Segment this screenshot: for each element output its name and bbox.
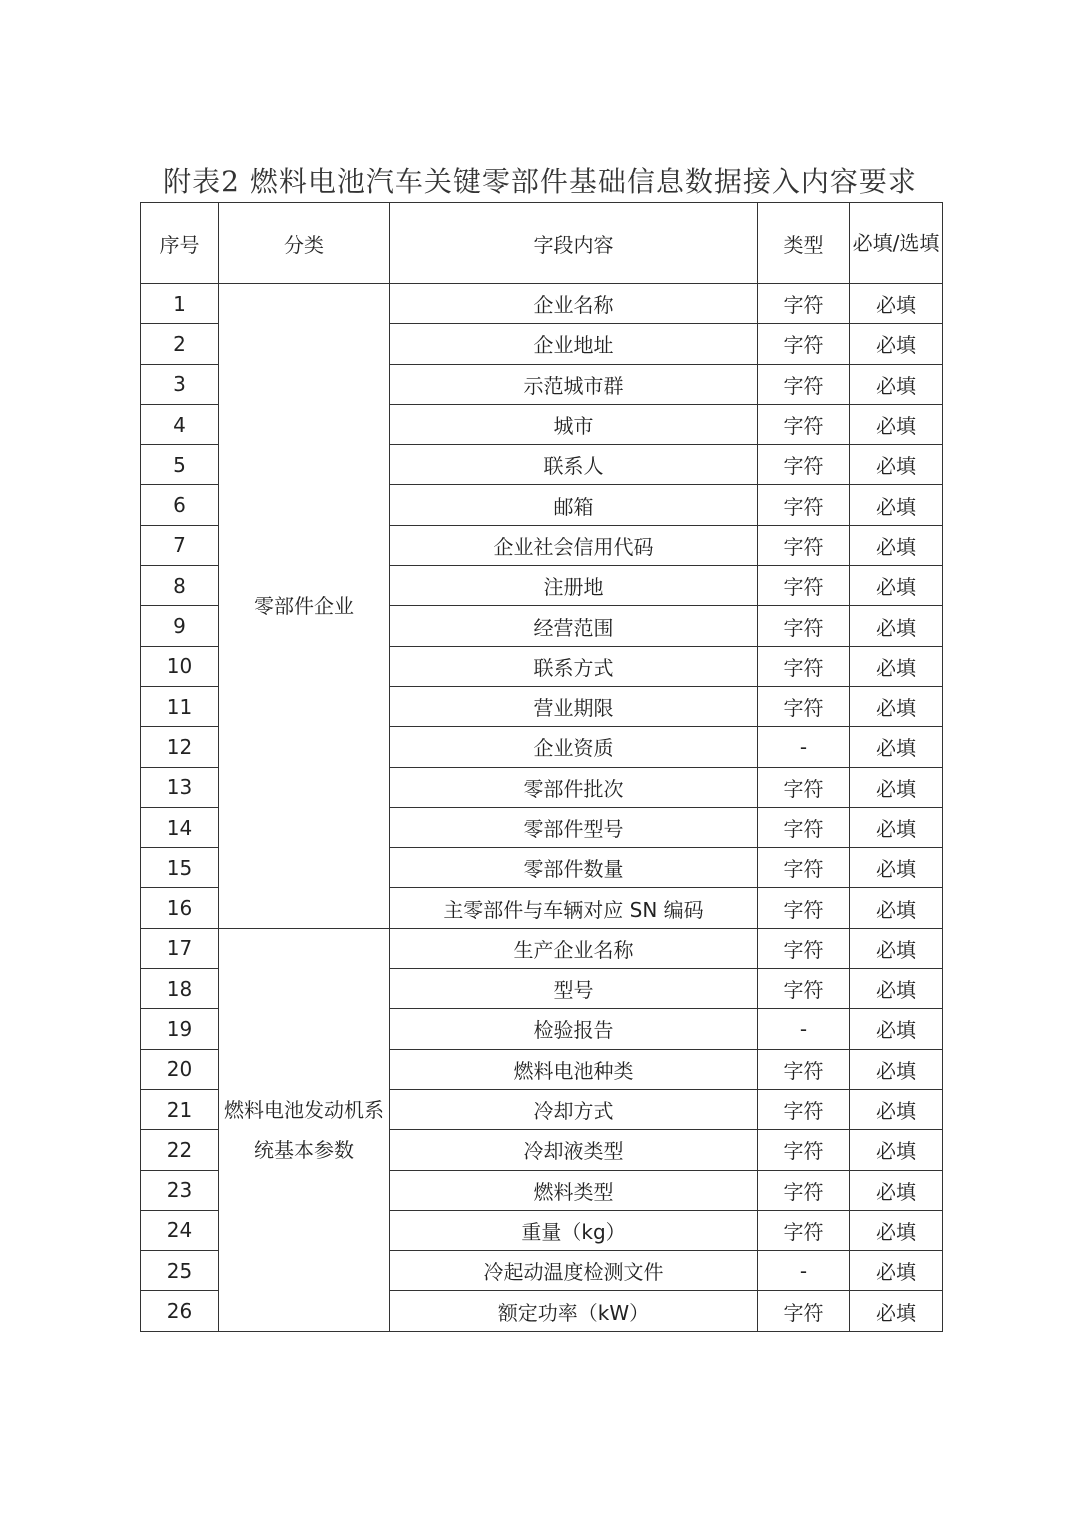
header-required: 必填/选填 (850, 203, 943, 284)
row-field: 型号 (390, 969, 758, 1009)
row-field: 联系方式 (390, 646, 758, 686)
row-required: 必填 (850, 1210, 943, 1250)
row-field: 营业期限 (390, 686, 758, 726)
row-required: 必填 (850, 485, 943, 525)
row-required: 必填 (850, 1089, 943, 1129)
row-type: - (758, 727, 850, 767)
row-required: 必填 (850, 364, 943, 404)
row-type: 字符 (758, 646, 850, 686)
row-required: 必填 (850, 525, 943, 565)
requirements-table (140, 202, 943, 1332)
row-field: 联系人 (390, 445, 758, 485)
row-seq: 12 (141, 727, 219, 767)
row-required: 必填 (850, 969, 943, 1009)
row-field: 零部件型号 (390, 807, 758, 847)
row-field: 零部件批次 (390, 767, 758, 807)
row-seq: 24 (141, 1210, 219, 1250)
row-seq: 10 (141, 646, 219, 686)
row-required: 必填 (850, 404, 943, 444)
row-field: 生产企业名称 (390, 928, 758, 968)
row-type: 字符 (758, 969, 850, 1009)
row-required: 必填 (850, 1291, 943, 1331)
row-type: 字符 (758, 848, 850, 888)
row-type: 字符 (758, 324, 850, 364)
table-title: 附表2 燃料电池汽车关键零部件基础信息数据接入内容要求 (163, 165, 917, 198)
row-field: 主零部件与车辆对应 SN 编码 (390, 888, 758, 928)
row-required: 必填 (850, 1251, 943, 1291)
row-required: 必填 (850, 928, 943, 968)
row-required: 必填 (850, 1130, 943, 1170)
row-type: 字符 (758, 445, 850, 485)
row-seq: 7 (141, 525, 219, 565)
row-type: 字符 (758, 686, 850, 726)
row-field: 邮箱 (390, 485, 758, 525)
row-required: 必填 (850, 686, 943, 726)
row-seq: 13 (141, 767, 219, 807)
row-type: 字符 (758, 1130, 850, 1170)
row-field: 企业名称 (390, 284, 758, 324)
row-required: 必填 (850, 284, 943, 324)
row-seq: 17 (141, 928, 219, 968)
row-field: 冷却方式 (390, 1089, 758, 1129)
row-seq: 19 (141, 1009, 219, 1049)
row-type: 字符 (758, 284, 850, 324)
row-type: 字符 (758, 404, 850, 444)
row-seq: 3 (141, 364, 219, 404)
table-row (141, 284, 943, 324)
row-type: 字符 (758, 888, 850, 928)
row-type: 字符 (758, 928, 850, 968)
row-required: 必填 (850, 767, 943, 807)
row-field: 燃料电池种类 (390, 1049, 758, 1089)
row-required: 必填 (850, 606, 943, 646)
row-required: 必填 (850, 727, 943, 767)
row-field: 冷却液类型 (390, 1130, 758, 1170)
row-type: 字符 (758, 1210, 850, 1250)
row-field: 燃料类型 (390, 1170, 758, 1210)
row-required: 必填 (850, 445, 943, 485)
row-required: 必填 (850, 646, 943, 686)
category-cell: 燃料电池发动机系统基本参数 (219, 928, 390, 1331)
row-type: 字符 (758, 525, 850, 565)
row-type: 字符 (758, 767, 850, 807)
row-field: 冷起动温度检测文件 (390, 1251, 758, 1291)
row-type: 字符 (758, 807, 850, 847)
row-required: 必填 (850, 1170, 943, 1210)
row-field: 检验报告 (390, 1009, 758, 1049)
row-required: 必填 (850, 848, 943, 888)
row-seq: 25 (141, 1251, 219, 1291)
row-required: 必填 (850, 807, 943, 847)
row-seq: 20 (141, 1049, 219, 1089)
row-type: 字符 (758, 1291, 850, 1331)
row-seq: 11 (141, 686, 219, 726)
row-required: 必填 (850, 1009, 943, 1049)
row-field: 企业地址 (390, 324, 758, 364)
category-cell: 零部件企业 (219, 284, 390, 929)
row-seq: 14 (141, 807, 219, 847)
header-row (141, 203, 943, 284)
row-seq: 6 (141, 485, 219, 525)
table-body (141, 284, 943, 1332)
row-seq: 21 (141, 1089, 219, 1129)
row-type: 字符 (758, 485, 850, 525)
row-field: 企业资质 (390, 727, 758, 767)
row-type: 字符 (758, 1049, 850, 1089)
header-seq: 序号 (141, 203, 219, 284)
row-seq: 16 (141, 888, 219, 928)
row-seq: 2 (141, 324, 219, 364)
row-field: 城市 (390, 404, 758, 444)
row-type: 字符 (758, 364, 850, 404)
table-row (141, 928, 943, 968)
row-seq: 15 (141, 848, 219, 888)
row-seq: 1 (141, 284, 219, 324)
row-field: 零部件数量 (390, 848, 758, 888)
row-seq: 23 (141, 1170, 219, 1210)
row-seq: 22 (141, 1130, 219, 1170)
row-type: 字符 (758, 1089, 850, 1129)
row-seq: 18 (141, 969, 219, 1009)
row-seq: 8 (141, 566, 219, 606)
header-type: 类型 (758, 203, 850, 284)
row-field: 经营范围 (390, 606, 758, 646)
row-type: - (758, 1251, 850, 1291)
header-category: 分类 (219, 203, 390, 284)
row-field: 示范城市群 (390, 364, 758, 404)
table-header (141, 203, 943, 284)
row-type: 字符 (758, 566, 850, 606)
row-required: 必填 (850, 888, 943, 928)
row-type: 字符 (758, 606, 850, 646)
row-required: 必填 (850, 566, 943, 606)
header-field: 字段内容 (390, 203, 758, 284)
row-seq: 26 (141, 1291, 219, 1331)
row-seq: 4 (141, 404, 219, 444)
row-required: 必填 (850, 1049, 943, 1089)
row-seq: 5 (141, 445, 219, 485)
row-type: 字符 (758, 1170, 850, 1210)
row-field: 企业社会信用代码 (390, 525, 758, 565)
row-seq: 9 (141, 606, 219, 646)
row-required: 必填 (850, 324, 943, 364)
row-type: - (758, 1009, 850, 1049)
row-field: 重量（kg） (390, 1210, 758, 1250)
row-field: 注册地 (390, 566, 758, 606)
row-field: 额定功率（kW） (390, 1291, 758, 1331)
